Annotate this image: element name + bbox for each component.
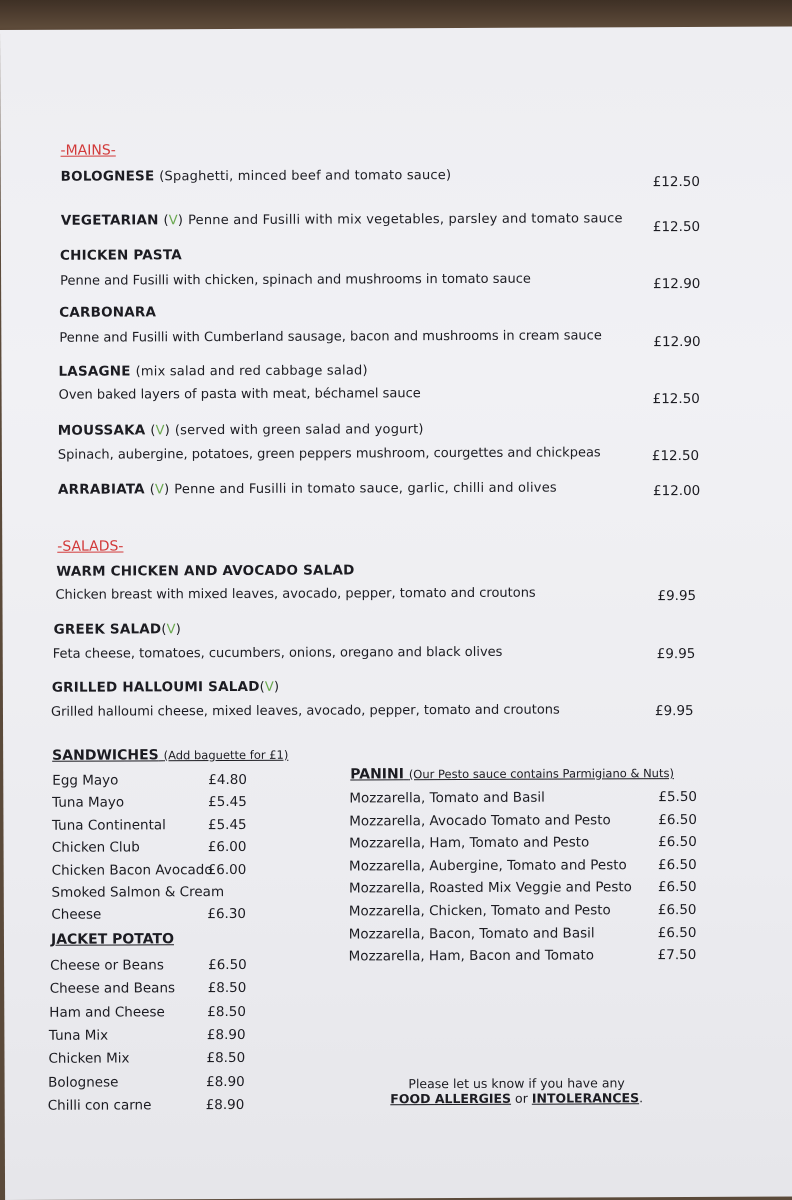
- item-desc: Chicken breast with mixed leaves, avocado, pepper, tomato and croutons: [55, 585, 536, 603]
- vegetarian-mark: V: [166, 622, 176, 638]
- jacket-item-name: Cheese or Beans: [50, 957, 164, 974]
- panini-item-name: Mozzarella, Aubergine, Tomato and Pesto: [349, 857, 627, 875]
- menu-item-lasagne: [58, 362, 367, 379]
- item-desc: Oven baked layers of pasta with meat, béchamel sauce: [58, 386, 421, 403]
- allergy-line-2: [387, 1090, 647, 1106]
- vegetarian-mark: V: [168, 213, 178, 229]
- menu-item-arrabiata: ARRABIATA (V) Penne and Fusilli in tomato sauce, garlic, chilli and olives: [57, 480, 557, 498]
- item-price: £12.90: [653, 275, 701, 293]
- jacket-item-name: Tuna Mix: [48, 1027, 109, 1044]
- vegetarian-mark: V: [264, 679, 275, 695]
- menu-item-carbonara: CARBONARA: [59, 304, 157, 321]
- panini-item-price: £5.50: [658, 788, 698, 806]
- jacket-item-price: £8.90: [206, 1073, 245, 1090]
- item-desc: Penne and Fusilli with mix vegetables, parsley and tomato sauce: [188, 211, 623, 229]
- jacket-item-name: Chicken Mix: [48, 1050, 130, 1067]
- item-name: BOLOGNESE: [60, 168, 155, 185]
- item-note: (mix salad and red cabbage salad): [135, 363, 368, 380]
- item-name: ARRABIATA: [57, 481, 145, 498]
- panini-item-name: Mozzarella, Tomato and Basil: [349, 789, 545, 807]
- item-price: £12.50: [652, 173, 700, 191]
- jacket-item-price: £6.50: [208, 956, 247, 974]
- panini-item-price: £6.50: [657, 924, 697, 941]
- menu-item-grilled-halloumi-salad: GRILLED HALLOUMI SALAD(V): [51, 678, 280, 696]
- panini-item-price: £7.50: [657, 947, 697, 964]
- section-note: (Add baguette for £1): [163, 747, 289, 763]
- jacket-item-name: Bolognese: [48, 1073, 119, 1091]
- allergy-end: .: [639, 1090, 644, 1106]
- item-price: £12.50: [651, 447, 700, 465]
- jacket-item-price: £8.50: [207, 1003, 246, 1020]
- jacket-item-price: £8.50: [206, 1050, 246, 1067]
- item-price: £9.95: [656, 645, 696, 663]
- item-desc: Penne and Fusilli with chicken, spinach and mushrooms in tomato sauce: [60, 271, 531, 289]
- panini-item-name: Mozzarella, Bacon, Tomato and Basil: [348, 925, 595, 943]
- allergy-notice: [387, 1075, 647, 1106]
- item-name: LASAGNE: [58, 363, 131, 380]
- menu-item-vegetarian: VEGETARIAN (V) Penne and Fusilli with mix vegetables, parsley and tomato sauce: [60, 211, 623, 229]
- item-price: £12.50: [652, 390, 700, 408]
- menu-item-moussaka: MOUSSAKA (V) (served with green salad and yogurt): [57, 422, 424, 439]
- panini-item-price: £6.50: [658, 834, 697, 851]
- item-name: MOUSSAKA: [57, 422, 146, 439]
- sandwiches-item-name: Tuna Continental: [51, 817, 166, 834]
- food-allergies-text: FOOD ALLERGIES: [390, 1090, 512, 1107]
- mains-section-title: -MAINS-: [60, 142, 116, 159]
- panini-item-price: £6.50: [657, 901, 697, 919]
- vegetarian-mark: V: [155, 423, 165, 439]
- item-name: GRILLED HALLOUMI SALAD: [51, 678, 260, 696]
- sandwiches-item-price: £5.45: [207, 816, 247, 833]
- item-price: £12.50: [652, 218, 701, 236]
- item-desc: Penne and Fusilli with Cumberland sausage, bacon and mushrooms in cream sauce: [59, 328, 602, 346]
- panini-item-name: Mozzarella, Roasted Mix Veggie and Pesto: [348, 879, 632, 897]
- item-name: GREEK SALAD: [53, 621, 162, 638]
- sandwiches-item-name: Chicken Club: [51, 839, 140, 856]
- menu-item-chicken-pasta: CHICKEN PASTA: [59, 247, 182, 264]
- item-desc: Penne and Fusilli in tomato sauce, garlic, chilli and olives: [174, 480, 557, 498]
- item-price: £12.90: [653, 333, 701, 351]
- sandwiches-item-price: £6.00: [207, 839, 247, 856]
- jacket-item-price: £8.90: [205, 1096, 245, 1113]
- panini-item-name: Mozzarella, Ham, Bacon and Tomato: [348, 947, 595, 965]
- jacket-item-name: Chilli con carne: [47, 1097, 152, 1114]
- item-desc: Spinach, aubergine, potatoes, green peppers mushroom, courgettes and chickpeas: [57, 445, 601, 463]
- menu-item-warm-chicken-avocado-salad: WARM CHICKEN AND AVOCADO SALAD: [56, 562, 355, 580]
- item-desc: Grilled halloumi cheese, mixed leaves, avocado, pepper, tomato and croutons: [50, 702, 560, 720]
- panini-item-name: Mozzarella, Ham, Tomato and Pesto: [349, 834, 590, 852]
- section-title-text: SANDWICHES: [52, 747, 159, 764]
- allergy-joiner: or: [514, 1090, 528, 1106]
- jacket-item-price: £8.90: [206, 1026, 246, 1043]
- panini-item-name: Mozzarella, Avocado Tomato and Pesto: [349, 811, 611, 830]
- item-note: (Spaghetti, minced beef and tomato sauce): [159, 168, 452, 185]
- sandwiches-item-name: Tuna Mayo: [52, 794, 125, 812]
- sandwiches-item-price: £4.80: [208, 771, 247, 789]
- sandwiches-section-title: [52, 747, 288, 764]
- panini-item-price: £6.50: [658, 856, 697, 873]
- salads-section-title: -SALADS-: [57, 538, 124, 555]
- menu-item-bolognese: [61, 167, 452, 185]
- sandwiches-item-price: £6.00: [207, 861, 247, 878]
- item-price: £9.95: [654, 702, 694, 720]
- panini-item-price: £6.50: [657, 879, 697, 896]
- section-note: (Our Pesto sauce contains Parmigiano & Nuts): [408, 766, 674, 782]
- allergy-line-1: Please let us know if you have any: [408, 1075, 625, 1092]
- sandwiches-item-name: Smoked Salmon & Cream: [51, 884, 225, 901]
- section-title-text: PANINI: [350, 766, 404, 783]
- sandwiches-item-name: Egg Mayo: [52, 772, 119, 789]
- intolerances-text: INTOLERANCES: [531, 1090, 640, 1106]
- sandwiches-item-price: £6.30: [207, 906, 247, 923]
- sandwiches-item-name: Cheese: [51, 906, 102, 924]
- panini-section-title: [350, 765, 674, 782]
- jacket-item-name: Ham and Cheese: [49, 1003, 165, 1021]
- panini-item-name: Mozzarella, Chicken, Tomato and Pesto: [348, 902, 611, 920]
- menu-item-greek-salad: GREEK SALAD(V): [53, 621, 182, 638]
- item-price: £12.00: [652, 482, 701, 500]
- sandwiches-item-price: £5.45: [208, 794, 247, 811]
- jacket-item-price: £8.50: [207, 980, 247, 997]
- jacket-potato-section-title: JACKET POTATO: [50, 931, 174, 948]
- item-name: VEGETARIAN: [60, 212, 159, 229]
- vegetarian-mark: V: [154, 482, 165, 498]
- jacket-item-name: Cheese and Beans: [49, 980, 176, 998]
- sandwiches-item-name: Chicken Bacon Avocado: [51, 861, 213, 879]
- menu-sheet: [0, 27, 792, 1200]
- item-note: (served with green salad and yogurt): [174, 422, 424, 439]
- item-price: £9.95: [657, 587, 697, 605]
- item-desc: Feta cheese, tomatoes, cucumbers, onions, oregano and black olives: [52, 644, 503, 662]
- panini-item-price: £6.50: [658, 811, 697, 828]
